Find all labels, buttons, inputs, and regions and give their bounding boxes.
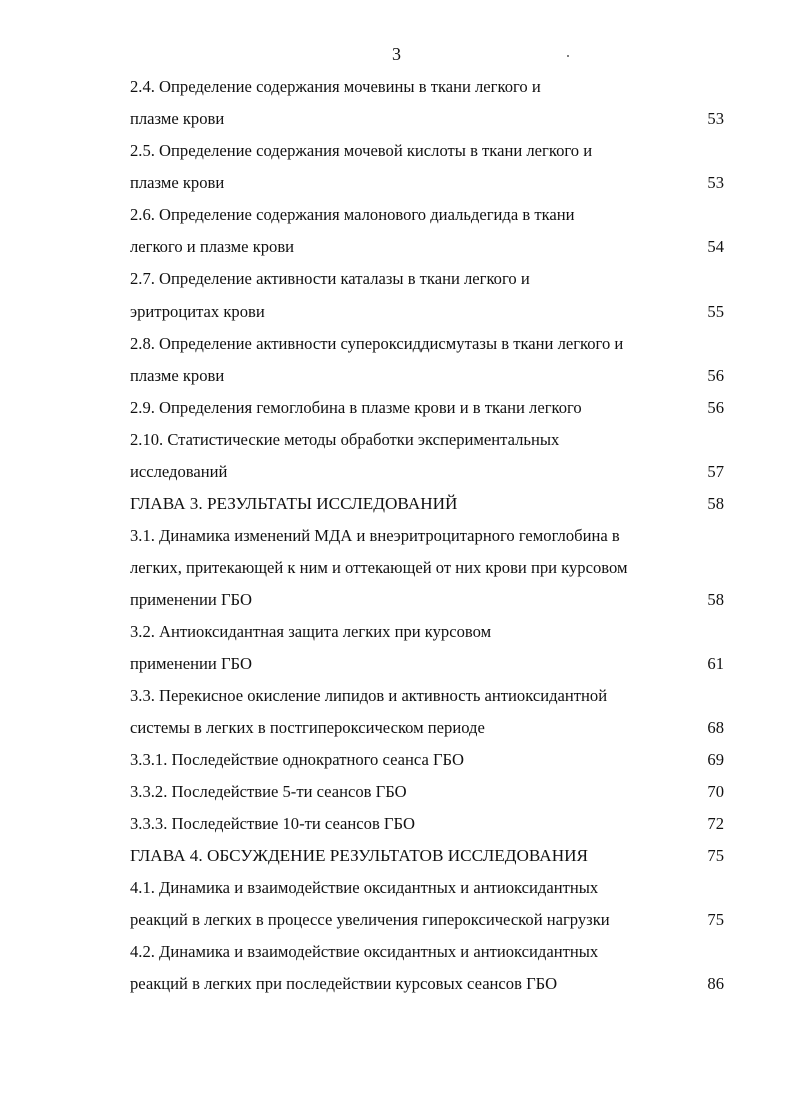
toc-chapter-3-title: ГЛАВА 3. РЕЗУЛЬТАТЫ ИССЛЕДОВАНИЙ	[130, 494, 458, 513]
toc-entry-2-5-page: 53	[707, 173, 724, 192]
toc-entry-2-7-line-1: 2.7. Определение активности каталазы в ткани легкого и	[130, 269, 530, 288]
toc-entry-3-2-line-2: применении ГБО	[130, 654, 252, 673]
toc-entry-3-3-page: 68	[707, 718, 724, 737]
toc-chapter-4-page: 75	[707, 846, 724, 865]
toc-entry-2-9-page: 56	[707, 398, 724, 417]
toc-entry-3-3-2-page: 70	[707, 782, 724, 801]
toc-chapter-4-title: ГЛАВА 4. ОБСУЖДЕНИЕ РЕЗУЛЬТАТОВ ИССЛЕДОВАНИЯ	[130, 846, 588, 865]
toc-chapter-3-page: 58	[707, 494, 724, 513]
toc-entry-2-5-line-1: 2.5. Определение содержания мочевой кислоты в ткани легкого и	[130, 141, 593, 160]
toc-entry-3-3-1-line-1: 3.3.1. Последействие однократного сеанса ГБО	[130, 750, 464, 769]
toc-entry-4-2-line-1: 4.2. Динамика и взаимодействие оксидантных и антиоксидантных	[130, 942, 599, 961]
toc-entry-2-6-line-2: легкого и плазме крови	[130, 237, 295, 256]
toc-entry-2-10-line-1: 2.10. Статистические методы обработки экспериментальных	[130, 430, 560, 449]
toc-entry-3-1-line-1: 3.1. Динамика изменений МДА и внеэритроцитарного гемоглобина в	[130, 526, 620, 545]
toc-entry-2-10-line-2: исследований	[130, 462, 228, 481]
toc-entry-3-3-2-line-1: 3.3.2. Последействие 5-ти сеансов ГБО	[130, 782, 407, 801]
toc-entry-2-4-line-1: 2.4. Определение содержания мочевины в ткани легкого и	[130, 77, 541, 96]
toc-entry-4-2-page: 86	[707, 974, 724, 993]
toc-entry-2-9-line-1: 2.9. Определения гемоглобина в плазме крови и в ткани легкого	[130, 398, 582, 417]
toc-entry-3-3-3-line-1: 3.3.3. Последействие 10-ти сеансов ГБО	[130, 814, 415, 833]
toc-entry-3-3-3-page: 72	[707, 814, 724, 833]
toc-entry-2-8-page: 56	[707, 366, 724, 385]
toc-entry-3-3-line-1: 3.3. Перекисное окисление липидов и активность антиоксидантной	[130, 686, 608, 705]
toc-entry-2-7-page: 55	[707, 302, 724, 321]
toc-entry-3-1-line-3: применении ГБО	[130, 590, 252, 609]
toc-entry-3-2-page: 61	[707, 654, 724, 673]
toc-entry-2-6-page: 54	[707, 237, 724, 256]
page-number: 3	[392, 44, 401, 64]
toc-entry-3-1-line-2: легких, притекающей к ним и оттекающей от них крови при курсовом	[130, 558, 628, 577]
toc-entry-2-10-page: 57	[707, 462, 724, 481]
toc-entry-2-6-line-1: 2.6. Определение содержания малонового диальдегида в ткани	[130, 205, 575, 224]
toc-entry-2-8-line-2: плазме крови	[130, 366, 225, 385]
toc-entry-2-7-line-2: эритроцитах крови	[130, 302, 265, 321]
toc-entry-4-1-line-1: 4.1. Динамика и взаимодействие оксидантных и антиоксидантных	[130, 878, 599, 897]
toc-entry-3-3-line-2: системы в легких в постгипероксическом периоде	[130, 718, 485, 737]
toc-entry-3-1-page: 58	[707, 590, 724, 609]
toc-entry-4-1-line-2: реакций в легких в процессе увеличения гипероксической нагрузки	[130, 910, 610, 929]
toc-entry-3-3-1-page: 69	[707, 750, 724, 769]
toc-entry-4-1-page: 75	[707, 910, 724, 929]
toc-entry-2-8-line-1: 2.8. Определение активности супероксиддисмутазы в ткани легкого и	[130, 334, 624, 353]
toc-entry-2-5-line-2: плазме крови	[130, 173, 225, 192]
toc-entry-2-4-page: 53	[707, 109, 724, 128]
toc-entry-3-2-line-1: 3.2. Антиоксидантная защита легких при курсовом	[130, 622, 492, 641]
toc-entry-4-2-line-2: реакций в легких при последействии курсовых сеансов ГБО	[130, 974, 558, 993]
scan-speck	[567, 55, 569, 57]
toc-entry-2-4-line-2: плазме крови	[130, 109, 225, 128]
